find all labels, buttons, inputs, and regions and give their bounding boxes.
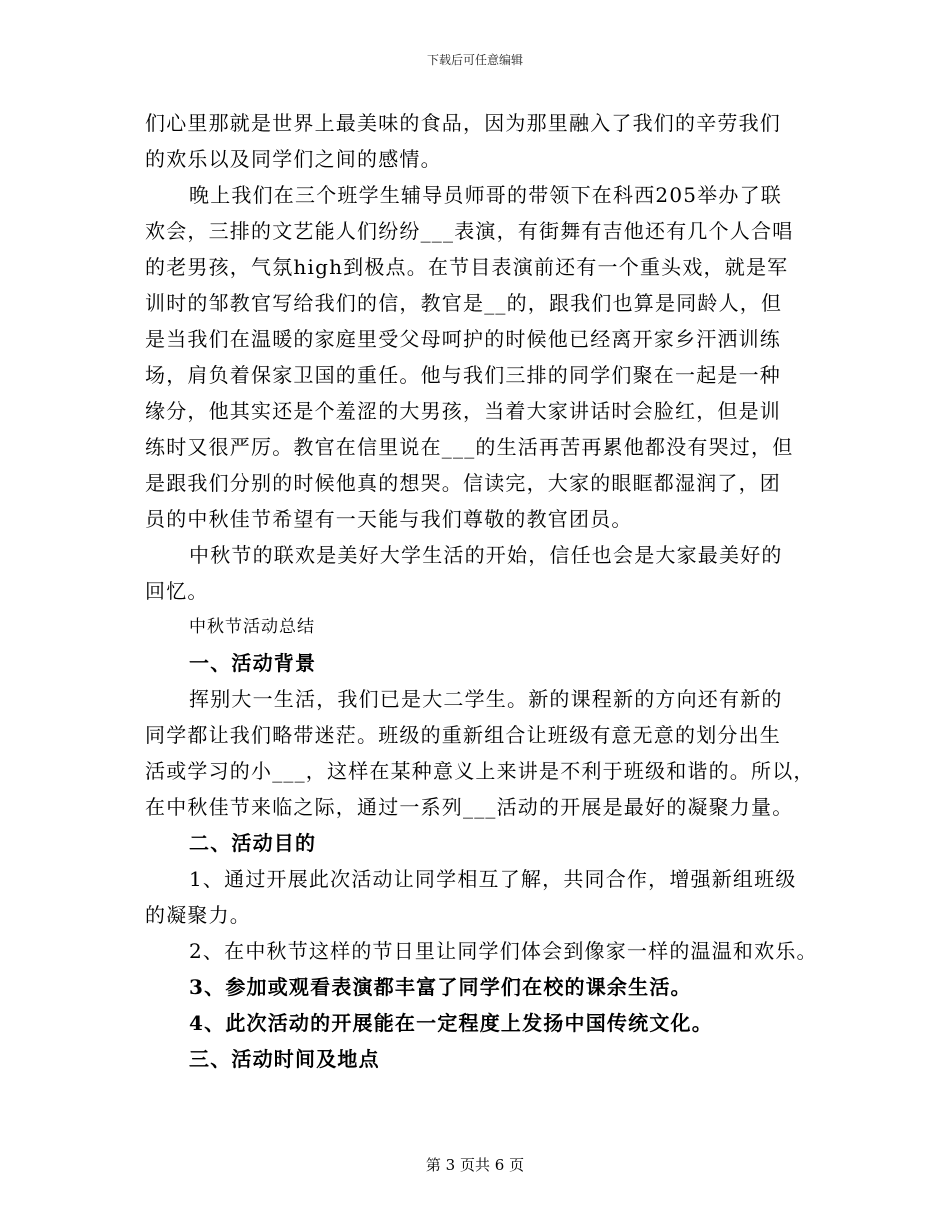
list-item: 3、参加或观看表演都丰富了同学们在校的课余生活。 xyxy=(189,975,692,999)
paragraph-line: 在中秋佳节来临之际，通过一系列___活动的开展是最好的凝聚力量。 xyxy=(145,795,794,819)
paragraph-line: 缘分，他其实还是个羞涩的大男孩，当着大家讲话时会脸红，但是训 xyxy=(145,399,781,423)
paragraph-line: 的欢乐以及同学们之间的感情。 xyxy=(145,147,442,171)
paragraph-line: 的老男孩，气氛high到极点。在节目表演前还有一个重头戏，就是军 xyxy=(145,255,789,279)
section-title: 中秋节活动总结 xyxy=(189,617,315,637)
section-heading: 三、活动时间及地点 xyxy=(189,1047,380,1071)
paragraph-line: 是当我们在温暖的家庭里受父母呵护的时候他已经离开家乡汗洒训练 xyxy=(145,327,781,351)
paragraph-line: 回忆。 xyxy=(145,579,209,603)
page-header: 下载后可任意编辑 xyxy=(426,53,523,67)
list-item-continuation: 的凝聚力。 xyxy=(145,903,251,927)
paragraph-line: 场，肩负着保家卫国的重任。他与我们三排的同学们聚在一起是一种 xyxy=(145,363,781,387)
paragraph-line: 挥别大一生活，我们已是大二学生。新的课程新的方向还有新的 xyxy=(189,687,783,711)
list-item: 4、此次活动的开展能在一定程度上发扬中国传统文化。 xyxy=(189,1011,713,1035)
paragraph-line: 们心里那就是世界上最美味的食品，因为那里融入了我们的辛劳我们 xyxy=(145,111,781,135)
paragraph-line: 训时的邹教官写给我们的信，教官是__的，跟我们也算是同龄人，但 xyxy=(145,291,783,315)
paragraph-line: 晚上我们在三个班学生辅导员师哥的带领下在科西205举办了联 xyxy=(189,183,782,207)
paragraph-line: 是跟我们分别的时候他真的想哭。信读完，大家的眼眶都湿润了，团 xyxy=(145,471,781,495)
paragraph-line: 员的中秋佳节希望有一天能与我们尊敬的教官团员。 xyxy=(145,507,633,531)
list-item: 2、在中秋节这样的节日里让同学们体会到像家一样的温温和欢乐。 xyxy=(189,939,818,963)
paragraph-line: 中秋节的联欢是美好大学生活的开始，信任也会是大家最美好的 xyxy=(189,543,783,567)
paragraph-line: 练时又很严厉。教官在信里说在___的生活再苦再累他都没有哭过，但 xyxy=(145,435,794,459)
paragraph-line: 同学都让我们略带迷茫。班级的重新组合让班级有意无意的划分出生 xyxy=(145,723,781,747)
paragraph-line: 欢会，三排的文艺能人们纷纷___表演，有街舞有吉他还有几个人合唱 xyxy=(145,219,794,243)
section-heading: 二、活动目的 xyxy=(189,831,317,855)
document-body xyxy=(145,105,825,1077)
list-item: 1、通过开展此次活动让同学相互了解，共同合作，增强新组班级 xyxy=(189,867,797,891)
page-number: 第 3 页共 6 页 xyxy=(425,1156,525,1174)
section-heading: 一、活动背景 xyxy=(189,651,317,675)
paragraph-line: 活或学习的小___，这样在某种意义上来讲是不利于班级和谐的。所以， xyxy=(145,759,815,783)
